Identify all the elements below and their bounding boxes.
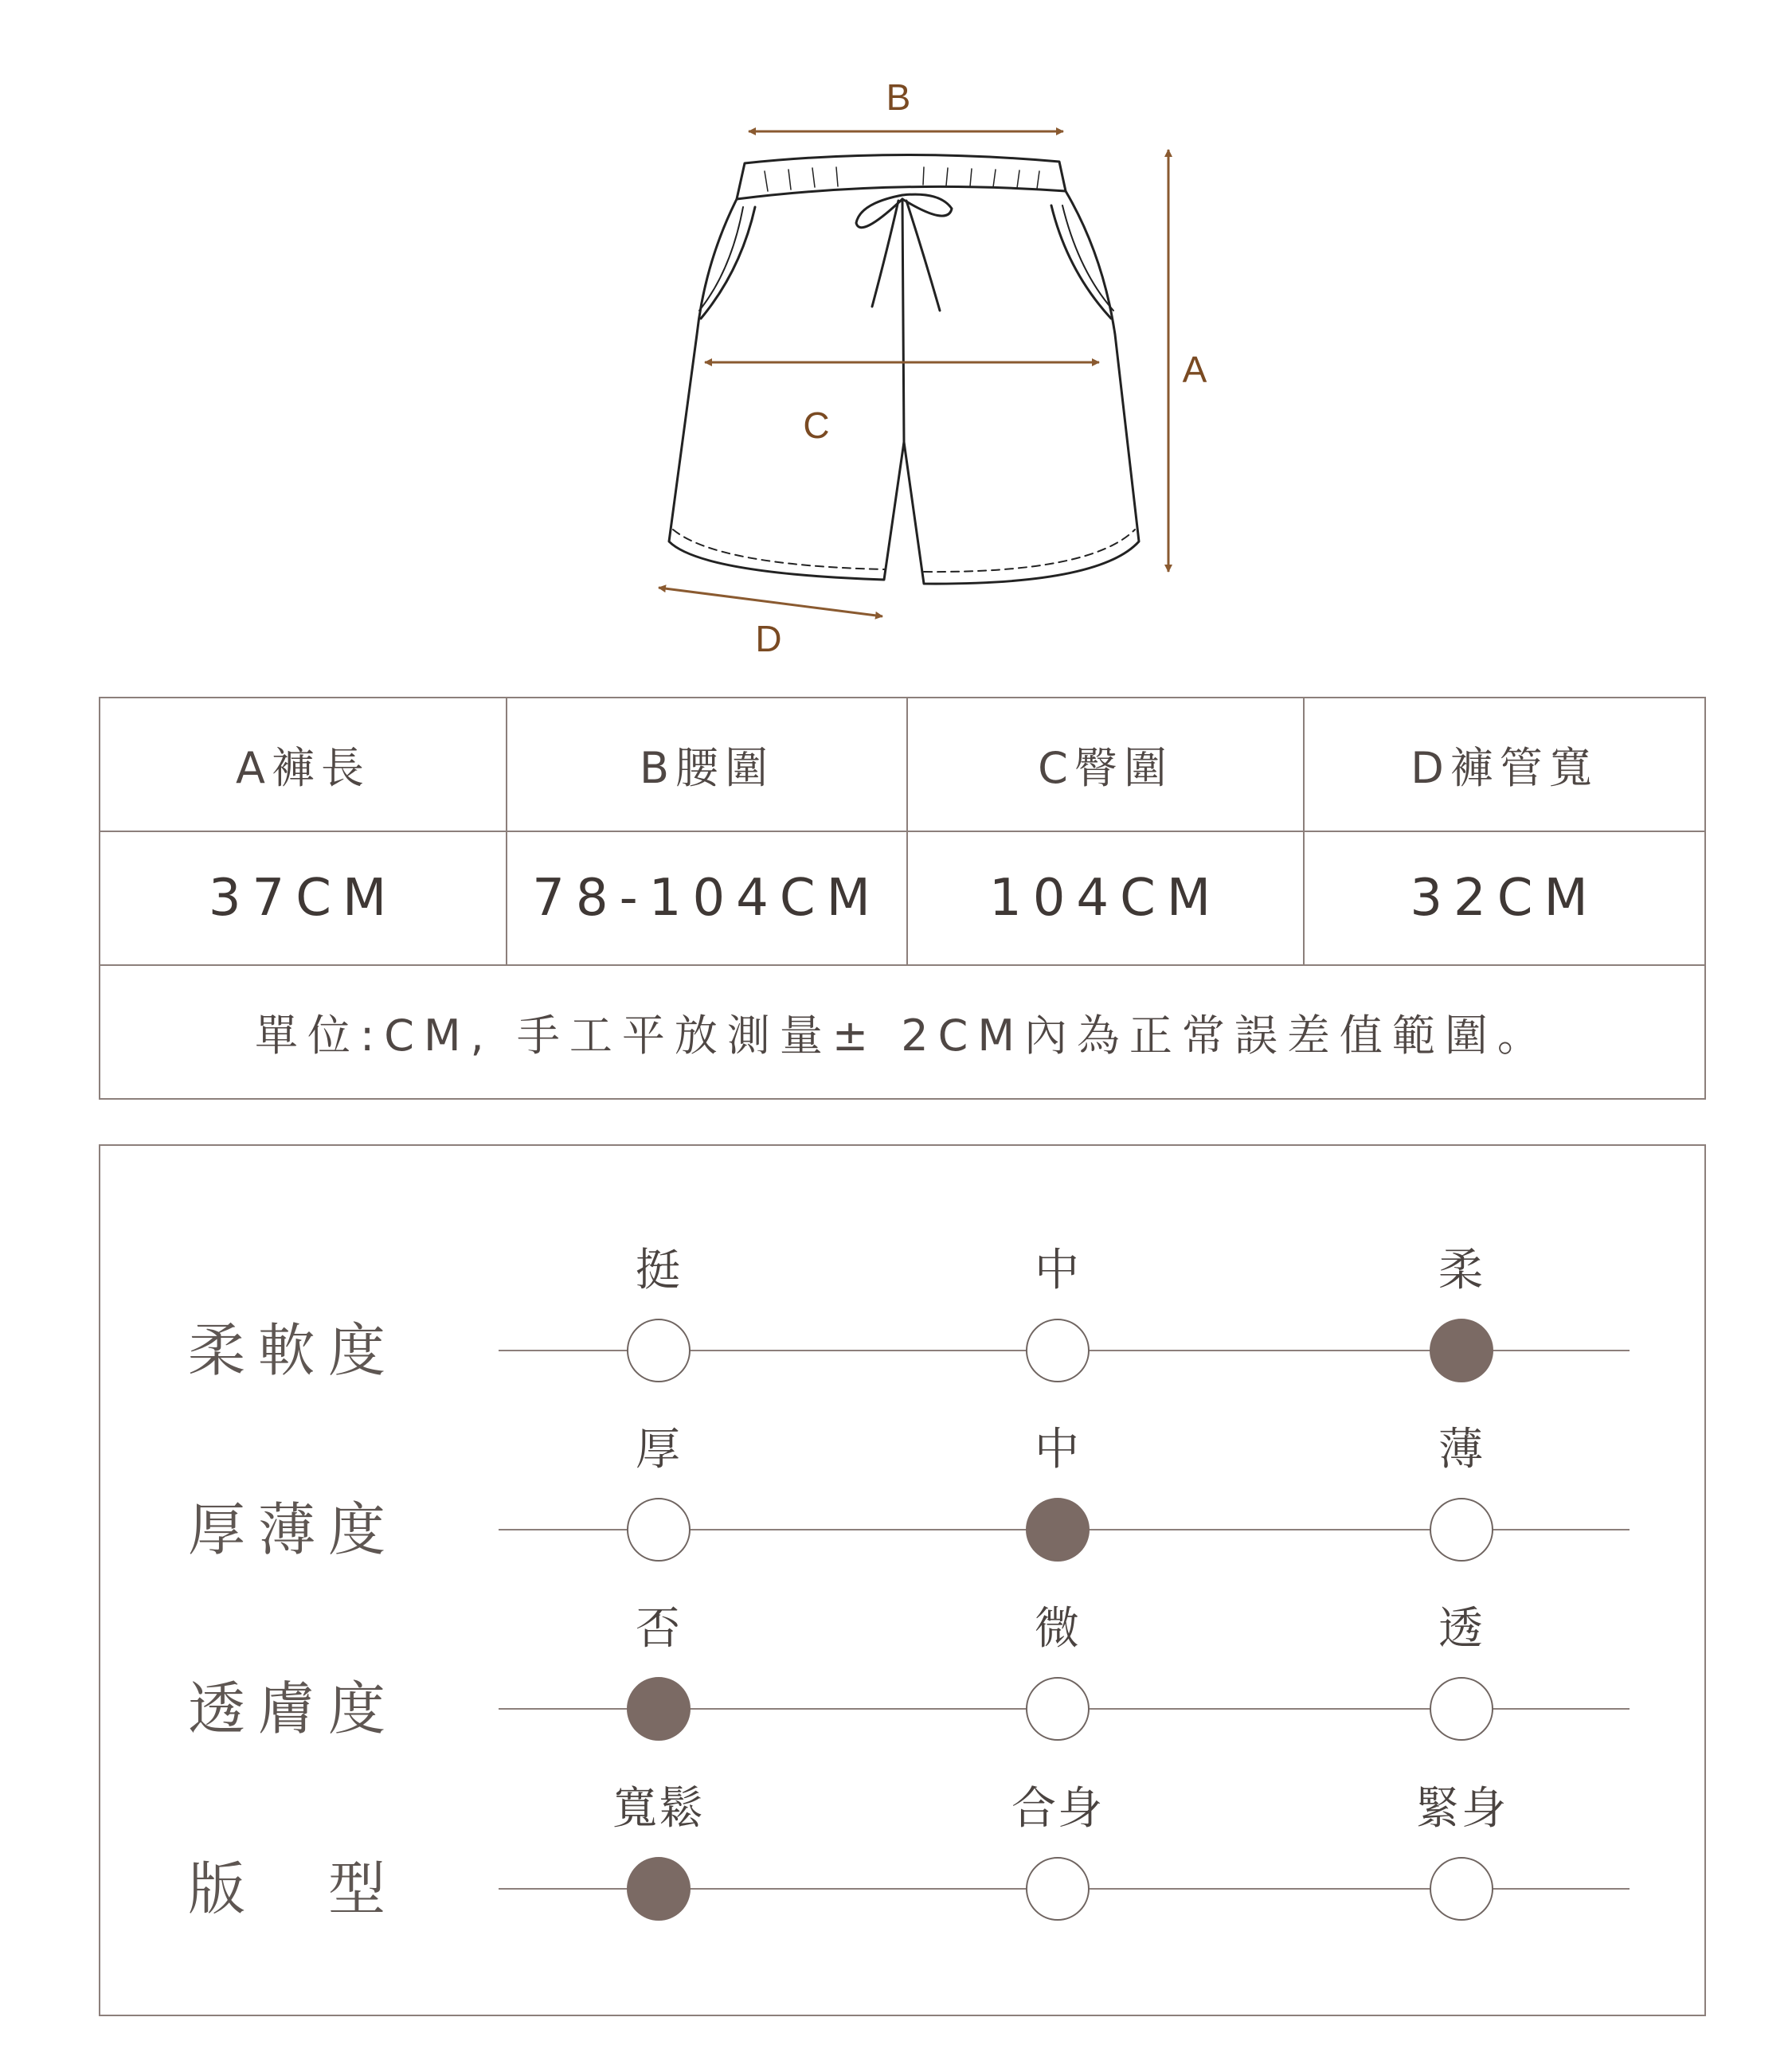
shorts-diagram bbox=[0, 0, 1792, 669]
dot-sheerness-2 bbox=[1430, 1677, 1493, 1741]
option-label-softness-0: 挺 bbox=[636, 1245, 682, 1296]
attr-label-thickness: 厚薄度 bbox=[188, 1496, 399, 1563]
label-a: A bbox=[1182, 349, 1207, 390]
dot-sheerness-1 bbox=[1026, 1677, 1090, 1741]
option-label-sheerness-1: 微 bbox=[1035, 1603, 1081, 1655]
dot-fit-2 bbox=[1430, 1857, 1493, 1921]
attr-label-softness: 柔軟度 bbox=[188, 1317, 399, 1384]
value-waist: 78-104CM bbox=[507, 832, 908, 964]
header-hip: C臀圍 bbox=[908, 698, 1305, 831]
dot-thickness-0 bbox=[627, 1498, 691, 1562]
value-hip: 104CM bbox=[908, 832, 1305, 964]
selected-dot-softness-2 bbox=[1430, 1319, 1493, 1382]
arrow-d bbox=[659, 588, 882, 616]
attr-label-sheerness: 透膚度 bbox=[188, 1675, 399, 1742]
selected-dot-fit-0 bbox=[627, 1857, 691, 1921]
dot-fit-1 bbox=[1026, 1857, 1090, 1921]
label-b: B bbox=[886, 76, 911, 118]
dot-thickness-2 bbox=[1430, 1498, 1493, 1562]
option-label-sheerness-0: 否 bbox=[636, 1603, 682, 1655]
size-table-values-row bbox=[100, 832, 1704, 966]
option-label-softness-1: 中 bbox=[1035, 1245, 1081, 1296]
header-length: A褲長 bbox=[100, 698, 507, 831]
label-d: D bbox=[755, 618, 782, 659]
size-table-header-row bbox=[100, 698, 1704, 832]
option-label-thickness-1: 中 bbox=[1035, 1424, 1081, 1476]
dot-softness-0 bbox=[627, 1319, 691, 1382]
header-waist: B腰圍 bbox=[507, 698, 908, 831]
fabric-attributes-panel bbox=[99, 1144, 1706, 2016]
option-label-fit-0: 寬鬆 bbox=[612, 1783, 705, 1835]
size-table-note-row bbox=[100, 966, 1704, 1098]
attr-label-fit: 版 型 bbox=[188, 1855, 399, 1922]
option-label-thickness-0: 厚 bbox=[636, 1424, 682, 1476]
option-label-thickness-2: 薄 bbox=[1438, 1424, 1485, 1476]
option-label-fit-1: 合身 bbox=[1011, 1783, 1104, 1835]
size-table bbox=[99, 697, 1706, 1100]
value-leg-opening: 32CM bbox=[1410, 869, 1599, 928]
value-length: 37CM bbox=[100, 832, 507, 964]
label-c: C bbox=[803, 405, 830, 446]
header-leg-opening: D褲管寬 bbox=[1411, 742, 1598, 793]
option-label-sheerness-2: 透 bbox=[1438, 1603, 1485, 1655]
dot-softness-1 bbox=[1026, 1319, 1090, 1382]
measurement-note: 單位:CM, 手工平放測量± 2CM內為正常誤差值範圍。 bbox=[255, 1010, 1550, 1061]
selected-dot-sheerness-0 bbox=[627, 1677, 691, 1741]
selected-dot-thickness-1 bbox=[1026, 1498, 1090, 1562]
option-label-softness-2: 柔 bbox=[1438, 1245, 1485, 1296]
shorts-outline bbox=[669, 154, 1139, 584]
option-label-fit-2: 緊身 bbox=[1415, 1783, 1508, 1835]
